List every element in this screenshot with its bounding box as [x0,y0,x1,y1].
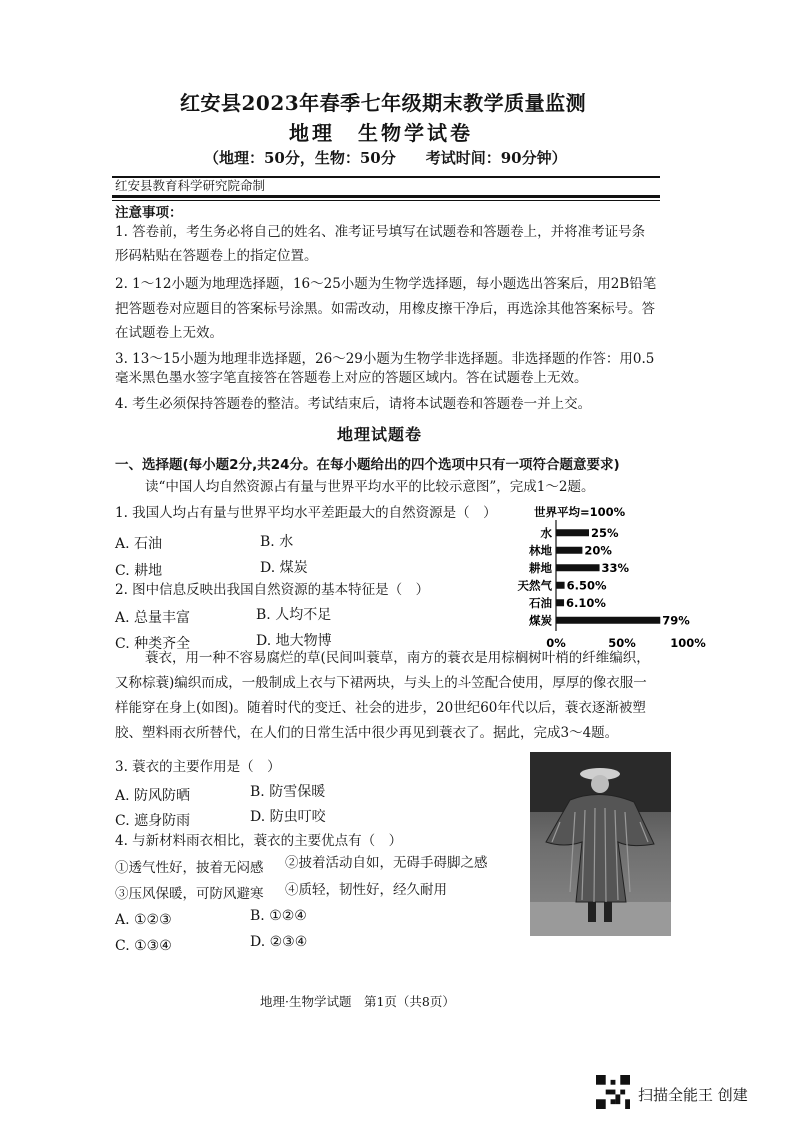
q2-option-c[interactable]: C. 种类齐全 [115,636,191,652]
chart-category-label: 水 [540,525,552,540]
chart-category-label: 林地 [529,543,552,558]
chart-tick-label: 50% [608,636,636,650]
q1-option-b[interactable]: B. 水 [260,534,294,550]
q3-option-d[interactable]: D. 防虫叮咬 [250,809,326,825]
q2-option-b[interactable]: B. 人均不足 [256,607,332,623]
exam-title: 红安县2023年春季七年级期末教学质量监测 [180,91,587,115]
q4-stem: 4. 与新材料雨衣相比，蓑衣的主要优点有（ ） [115,833,403,849]
issuer: 红安县教育科学研究院命制 [115,178,266,193]
passage-line: 又称棕蓑)编织而成，一般制成上衣与下裙两块，与头上的斗笠配合使用，厚厚的像衣服一 [115,675,647,691]
passage-line: 蓑衣，用一种不容易腐烂的草(民间叫蓑草，南方的蓑衣是用棕榈树叶梢的纤维编织， [145,650,650,666]
chart-category-label: 石油 [529,595,552,610]
passage-line: 样能穿在身上(如图)。随着时代的变迁、社会的进步，20世纪60年代以后，蓑衣逐渐被塑 [115,700,646,716]
chart-bar [556,599,564,606]
q4-option-d[interactable]: D. ②③④ [250,934,308,950]
chart-bar [556,564,600,571]
q2-option-d[interactable]: D. 地大物博 [256,633,332,649]
q2-option-a[interactable]: A. 总量丰富 [115,610,191,626]
chart-tick-label: 0% [546,636,566,650]
chart-title: 世界平均=100% [534,505,626,519]
chart-bar [556,529,589,536]
q4-option-a[interactable]: A. ①②③ [115,912,172,928]
q4-statement-3: ③压风保暖，可防风避寒 [115,886,264,902]
score-info: （地理：50分，生物：50分 考试时间：90分钟） [204,149,567,167]
q4-statement-1: ①透气性好，披着无闷感 [115,860,264,876]
resource-comparison-chart [510,500,710,650]
q1-option-a[interactable]: A. 石油 [115,536,163,552]
chart-value-label: 33% [601,560,630,575]
exam-subtitle: 地理 生物学试卷 [289,121,473,145]
straw-raincoat-photo [530,752,671,936]
chart-bar [556,547,582,554]
q3-option-c[interactable]: C. 遮身防雨 [115,813,191,829]
chart-bar [556,617,660,624]
notice-line: 1. 答卷前，考生务必将自己的姓名、准考证号填写在试题卷和答题卷上，并将准考证号条 [115,224,646,240]
q3-stem: 3. 蓑衣的主要作用是（ ） [115,759,281,775]
q1-option-d[interactable]: D. 煤炭 [260,560,308,576]
q3-option-a[interactable]: A. 防风防晒 [115,788,191,804]
q2-stem: 2. 图中信息反映出我国自然资源的基本特征是（ ） [115,582,430,598]
chart-value-label: 6.10% [566,595,606,610]
q4-option-b[interactable]: B. ①②④ [250,908,307,924]
q3-option-b[interactable]: B. 防雪保暖 [250,784,326,800]
chart-value-label: 6.50% [566,578,607,593]
divider-thin [112,200,660,201]
notice-line: 在试题卷上无效。 [115,325,223,341]
notice-line: 形码粘贴在答题卷上的指定位置。 [115,248,318,264]
chart-category-label: 耕地 [529,560,552,575]
notice-line: 4. 考生必须保持答题卷的整洁。考试结束后，请将本试题卷和答题卷一并上交。 [115,396,592,412]
q4-option-c[interactable]: C. ①③④ [115,938,172,954]
chart-category-label: 天然气 [517,578,552,593]
page-footer: 地理·生物学试题 第1页（共8页） [260,994,455,1009]
chart-category-label: 煤炭 [529,613,552,628]
q4-statement-4: ④质轻，韧性好，经久耐用 [285,882,447,898]
chart-value-label: 25% [591,525,619,540]
q1-option-c[interactable]: C. 耕地 [115,563,163,579]
divider-thick [112,195,660,198]
notice-line: 毫米黑色墨水签字笔直接答在答题卷上对应的答题区域内。答在试题卷上无效。 [115,370,588,386]
part1-heading: 一、选择题(每小题2分,共24分。在每小题给出的四个选项中只有一项符合题意要求) [115,457,620,473]
chart-tick-label: 100% [670,636,706,650]
q1-stem: 1. 我国人均占有量与世界平均水平差距最大的自然资源是（ ） [115,505,497,521]
notice-line: 3. 13～15小题为地理非选择题，26～29小题为生物学非选择题。非选择题的作答：用0.5 [115,351,655,367]
section-title: 地理试题卷 [337,425,423,444]
scanner-label: 扫描全能王 创建 [638,1086,748,1104]
part1-intro: 读“中国人均自然资源占有量与世界平均水平的比较示意图”，完成1～2题。 [145,479,595,495]
chart-bar [556,582,565,589]
qr-code-icon [596,1075,630,1109]
notice-line: 把答题卷对应题目的答案标号涂黑。如需改动，用橡皮擦干净后，再选涂其他答案标号。答 [115,301,655,317]
notice-line: 2. 1～12小题为地理选择题，16～25小题为生物学选择题，每小题选出答案后，用2B铅笔 [115,276,657,292]
chart-value-label: 79% [662,613,690,628]
chart-value-label: 20% [584,543,612,558]
q4-statement-2: ②披着活动自如，无碍手碍脚之感 [285,855,488,871]
passage-line: 胶、塑料雨衣所替代，在人们的日常生活中很少再见到蓑衣了。据此，完成3～4题。 [115,725,619,741]
notice-heading: 注意事项： [115,205,183,221]
